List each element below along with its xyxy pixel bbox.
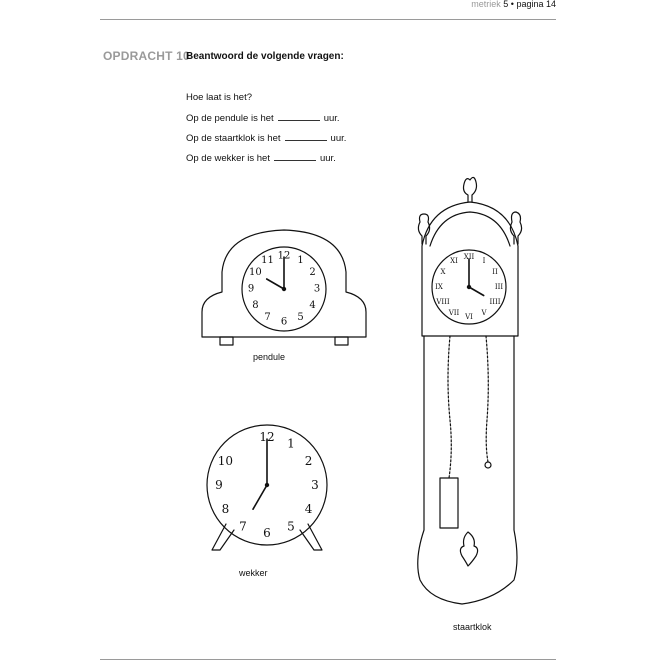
- question-prefix: Op de pendule is het: [186, 113, 274, 124]
- pendule-numeral: 10: [249, 267, 262, 278]
- caption-staartklok: staartklok: [453, 622, 492, 632]
- wekker-numeral: 10: [217, 454, 234, 468]
- wekker-numeral: 1: [287, 436, 295, 451]
- exercise-label: OPDRACHT 10: [103, 49, 190, 63]
- staartklok-numeral: XI: [450, 257, 458, 265]
- staartklok-weight: [440, 478, 458, 528]
- staartklok-chain-right: [486, 336, 488, 462]
- pendule-clock: [202, 230, 366, 345]
- wekker-numeral: 6: [263, 526, 271, 540]
- pendule-numeral: 6: [280, 316, 288, 328]
- wekker-leg-left: [212, 524, 234, 550]
- pendule-numeral: 9: [247, 283, 255, 295]
- wekker-numeral: 3: [311, 478, 319, 492]
- wekker-numeral: 8: [221, 502, 230, 516]
- staartklok-numeral: V: [481, 309, 487, 317]
- staartklok-numeral: VIII: [436, 298, 450, 306]
- question-suffix: uur.: [330, 133, 347, 144]
- pendule-numeral: 2: [309, 267, 316, 278]
- question-suffix: uur.: [319, 153, 336, 164]
- wekker-hands: [253, 439, 269, 509]
- pendule-numeral: 8: [252, 300, 259, 311]
- wekker-numeral: 7: [239, 519, 247, 534]
- pendule-foot-right: [335, 337, 348, 345]
- pendule-numeral: 11: [261, 254, 274, 266]
- staartklok-numeral: III: [494, 283, 504, 291]
- staartklok-numeral: IIII: [489, 298, 501, 306]
- staartklok-numeral: XII: [463, 253, 475, 261]
- book-title: metriek: [471, 0, 501, 9]
- wekker-numeral: 9: [215, 478, 223, 492]
- staartklok-finial: [464, 177, 477, 202]
- staartklok-numeral: II: [492, 268, 498, 276]
- staartklok-numeral: VII: [448, 309, 460, 317]
- wekker-hour-hand: [253, 485, 267, 509]
- staartklok-hood-arch: [430, 212, 510, 246]
- pendule-foot-left: [220, 337, 233, 345]
- wekker-numeral: 2: [304, 454, 313, 468]
- staartklok-chain-left: [448, 336, 451, 478]
- pendule-numeral: 12: [277, 250, 291, 262]
- staartklok-numeral: I: [482, 257, 486, 265]
- caption-wekker: wekker: [239, 568, 268, 578]
- pendule-numeral: 7: [264, 312, 271, 324]
- pendule-center-pin: [282, 287, 285, 290]
- wekker-numeral: 12: [259, 430, 275, 444]
- wekker-leg-right: [300, 524, 322, 550]
- pendule-numeral: 5: [297, 312, 304, 324]
- staartklok-numeral: IX: [435, 283, 443, 291]
- staartklok-chain-ring: [485, 462, 491, 468]
- question-prefix: Op de wekker is het: [186, 153, 270, 164]
- pendule-hour-hand: [267, 279, 284, 289]
- staartklok-hands: [467, 259, 483, 296]
- staartklok-motif: [460, 532, 477, 566]
- pendule-numeral: 3: [313, 283, 321, 295]
- wekker-numeral: 4: [304, 502, 313, 516]
- question-suffix: uur.: [323, 113, 340, 124]
- wekker-center-pin: [265, 483, 268, 486]
- wekker-clock: [207, 425, 327, 550]
- staartklok-center-pin: [467, 285, 470, 288]
- staartklok-numeral: X: [440, 268, 446, 276]
- caption-pendule: pendule: [253, 352, 286, 362]
- staartklok-clock: [418, 177, 522, 604]
- exercise-instruction: Beantwoord de volgende vragen:: [186, 51, 344, 62]
- staartklok-numeral: VI: [465, 313, 473, 321]
- question-intro: Hoe laat is het?: [186, 92, 253, 103]
- staartklok-hour-hand: [469, 287, 484, 296]
- pendule-numeral: 4: [309, 300, 316, 311]
- question-prefix: Op de staartklok is het: [186, 133, 281, 144]
- wekker-numeral: 5: [287, 519, 295, 534]
- page-reference: 5 • pagina 14: [503, 0, 556, 9]
- pendule-numeral: 1: [297, 254, 304, 266]
